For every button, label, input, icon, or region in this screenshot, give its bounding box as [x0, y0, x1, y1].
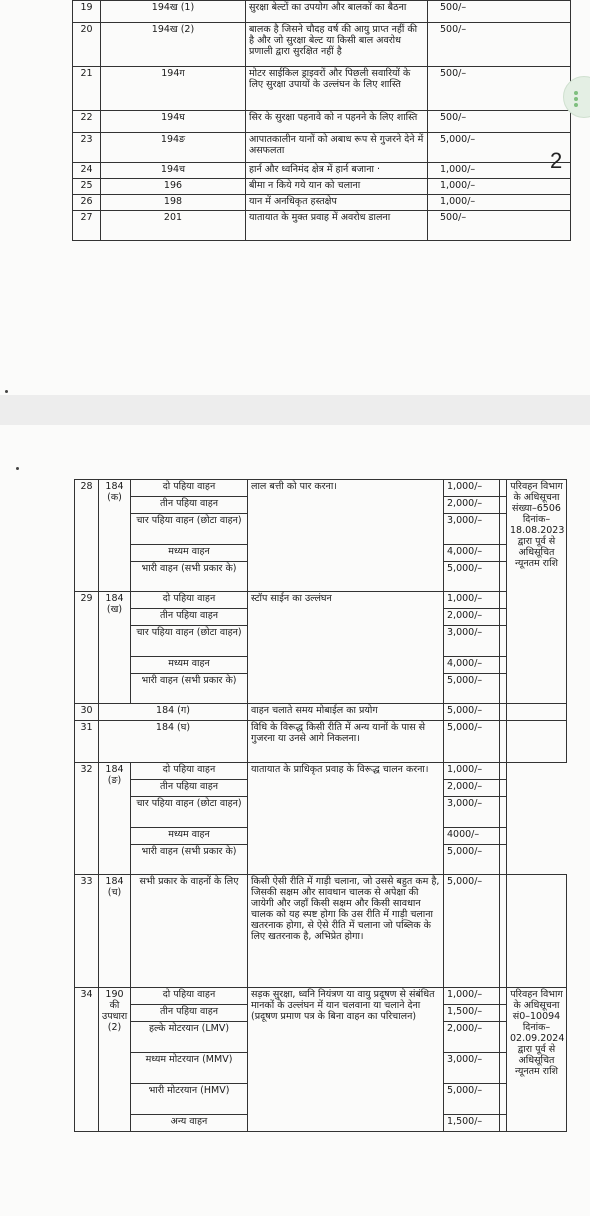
fine-cell: 500/– [428, 1, 571, 23]
blank-cell [500, 609, 507, 626]
dot-icon [574, 91, 578, 95]
fine-cell: 5,000/– [444, 845, 500, 875]
fine-cell: 1,000/– [428, 163, 571, 179]
fine-table-top [72, 0, 571, 241]
vehicle-type-cell: मध्यम मोटरयान (MMV) [131, 1053, 248, 1084]
section-cell: 198 [101, 195, 246, 211]
vehicle-type-cell: सभी प्रकार के वाहनों के लिए [131, 875, 248, 988]
section-cell: 194ग [101, 67, 246, 111]
table-row [75, 763, 567, 780]
fine-cell: 2,000/– [444, 1022, 500, 1053]
table-row [75, 480, 567, 497]
vehicle-type-cell: चार पहिया वाहन (छोटा वाहन) [131, 514, 248, 545]
table-row [73, 195, 571, 211]
table-row [73, 179, 571, 195]
serial-number: 26 [73, 195, 101, 211]
serial-number: 28 [75, 480, 99, 592]
fine-cell: 2,000/– [444, 497, 500, 514]
vehicle-type-cell: हल्के मोटरयान (LMV) [131, 1022, 248, 1053]
offence-cell: किसी ऐसी रीति में गाड़ी चलाना, जो उससे बहुत कम है, जिसकी सक्षम और सावधान चालक से अपेक्षा की जायेगी और जहाँ किसी सक्षम और किसी सावधान चालक को यह स्पष्ट होगा कि उस रीति में गाड़ी चलाना खतरनाक होगा, से ऐसे रीति में चलाना जो पब्लिक के लिए खतरनाक है, अभिप्रेत होगा। [248, 875, 444, 988]
section-cell: 194ख (1) [101, 1, 246, 23]
table-row [73, 111, 571, 133]
fine-cell: 4,000/– [444, 657, 500, 674]
blank-cell [500, 1084, 507, 1115]
page-top [0, 0, 590, 395]
offence-cell: सड़क सुरक्षा, ध्वनि नियंत्रण या वायु प्रदूषण से संबंधित मानकों के उल्लंघन में यान चलवाना या चलाने देना (प्रदूषण प्रमाण पत्र के बिना वाहन का परिचालन) [248, 988, 444, 1132]
vehicle-type-cell: भारी वाहन (सभी प्रकार के) [131, 845, 248, 875]
vehicle-type-cell: तीन पहिया वाहन [131, 780, 248, 797]
fine-cell: 2,000/– [444, 780, 500, 797]
table-row [73, 23, 571, 67]
fine-cell: 3,000/– [444, 797, 500, 828]
vehicle-type-cell: चार पहिया वाहन (छोटा वाहन) [131, 797, 248, 828]
blank-cell [500, 545, 507, 562]
vehicle-type-cell: मध्यम वाहन [131, 828, 248, 845]
fine-cell: 500/– [428, 67, 571, 111]
blank-cell [507, 704, 567, 721]
vehicle-type-cell: दो पहिया वाहन [131, 592, 248, 609]
table-row [73, 1, 571, 23]
vehicle-type-cell: तीन पहिया वाहन [131, 497, 248, 514]
serial-number: 24 [73, 163, 101, 179]
table-row [73, 211, 571, 241]
serial-number: 21 [73, 67, 101, 111]
table-row [73, 163, 571, 179]
blank-cell [500, 1053, 507, 1084]
section-cell: 194ख (2) [101, 23, 246, 67]
blank-cell [500, 480, 507, 497]
offence-cell: लाल बत्ती को पार करना। [248, 480, 444, 592]
table-row [73, 67, 571, 111]
vehicle-type-cell: दो पहिया वाहन [131, 763, 248, 780]
section-cell: 196 [101, 179, 246, 195]
fine-table-bottom [74, 479, 567, 1132]
remark-cell: परिवहन विभाग के अधिसूचना संख्या–6506 दिनांक– 18.08.2023 द्वारा पूर्व से अधिसूचित न्यूनतम राशि [507, 480, 567, 704]
fine-cell: 1,500/– [444, 1115, 500, 1132]
table-row [73, 133, 571, 163]
page-gap [0, 395, 590, 425]
offence-cell: यातायात के प्राधिकृत प्रवाह के विरूद्ध चालन करना। [248, 763, 444, 875]
fine-cell: 1,000/– [428, 195, 571, 211]
vehicle-type-cell: तीन पहिया वाहन [131, 1005, 248, 1022]
serial-number: 33 [75, 875, 99, 988]
fine-cell: 5,000/– [444, 1084, 500, 1115]
offence-cell: बीमा न किये गये यान को चलाना [246, 179, 428, 195]
vehicle-type-cell: दो पहिया वाहन [131, 988, 248, 1005]
fine-cell: 3,000/– [444, 1053, 500, 1084]
fine-cell: 5,000/– [444, 875, 500, 988]
offence-cell: स्टॉप साईन का उल्लंघन [248, 592, 444, 704]
dot-icon [574, 103, 578, 107]
offence-cell: यान में अनधिकृत हस्तक्षेप [246, 195, 428, 211]
page-number: 2 [550, 148, 563, 173]
offence-cell: आपातकालीन यानों को अबाध रूप से गुजरने देने में असफलता [246, 133, 428, 163]
serial-number: 23 [73, 133, 101, 163]
vehicle-type-cell: तीन पहिया वाहन [131, 609, 248, 626]
fine-cell: 1,500/– [444, 1005, 500, 1022]
fine-cell: 2,000/– [444, 609, 500, 626]
blank-cell [500, 514, 507, 545]
serial-number: 25 [73, 179, 101, 195]
blank-cell [500, 797, 507, 828]
vehicle-type-cell: चार पहिया वाहन (छोटा वाहन) [131, 626, 248, 657]
section-cell: 184 (च) [99, 875, 131, 988]
offence-cell: सुरक्षा बेल्टों का उपयोग और बालकों का बैठना [246, 1, 428, 23]
vehicle-type-cell: मध्यम वाहन [131, 545, 248, 562]
fine-cell: 500/– [428, 23, 571, 67]
blank-cell [500, 828, 507, 845]
blank-cell [500, 780, 507, 797]
section-cell: 194ङ [101, 133, 246, 163]
offence-cell: बालक है जिसने चौदह वर्ष की आयु प्राप्त नहीं की है और जो सुरक्षा बेल्ट या किसी बाल अवरोध प्रणाली द्वारा सुरक्षित नहीं है [246, 23, 428, 67]
table-row [75, 704, 567, 721]
fine-cell: 5,000/– [428, 133, 571, 163]
serial-number: 30 [75, 704, 99, 721]
fine-cell: 5,000/– [444, 674, 500, 704]
scan-speck [16, 467, 19, 470]
offence-cell: सिर के सुरक्षा पहनावे को न पहनने के लिए शास्ति [246, 111, 428, 133]
section-cell: 184 (ङ) [99, 763, 131, 875]
fine-cell: 4,000/– [444, 545, 500, 562]
serial-number: 19 [73, 1, 101, 23]
offence-cell: विधि के विरूद्ध किसी रीति में अन्य यानों के पास से गुजरना या उनसे आगे निकलना। [248, 721, 444, 763]
fine-cell: 3,000/– [444, 626, 500, 657]
vehicle-type-cell: मध्यम वाहन [131, 657, 248, 674]
fine-cell: 500/– [428, 211, 571, 241]
vehicle-type-cell: अन्य वाहन [131, 1115, 248, 1132]
blank-cell [507, 875, 567, 988]
fine-cell: 1,000/– [428, 179, 571, 195]
fine-cell: 1,000/– [444, 988, 500, 1005]
blank-cell [500, 497, 507, 514]
section-cell: 184 (ख) [99, 592, 131, 704]
offence-cell: हार्न और ध्वनिमंद क्षेत्र में हार्न बजाना · [246, 163, 428, 179]
vehicle-type-cell: भारी वाहन (सभी प्रकार के) [131, 562, 248, 592]
fine-cell: 1,000/– [444, 480, 500, 497]
offence-cell: यातायात के मुक्त प्रवाह में अवरोध डालना [246, 211, 428, 241]
blank-cell [500, 674, 507, 704]
dot-icon [574, 97, 578, 101]
section-cell: 190 की उपधारा (2) [99, 988, 131, 1132]
scan-speck [5, 390, 8, 393]
table-row [75, 875, 567, 988]
blank-cell [500, 626, 507, 657]
offence-cell: मोटर साईकिल ड्राइवरों और पिछली सवारियों के लिए सुरक्षा उपायों के उल्लंघन के लिए शास्ति [246, 67, 428, 111]
table-row [75, 988, 567, 1005]
serial-number: 22 [73, 111, 101, 133]
serial-number: 34 [75, 988, 99, 1132]
fine-cell: 1,000/– [444, 592, 500, 609]
section-cell: 184 (ग) [99, 704, 248, 721]
blank-cell [507, 721, 567, 763]
blank-cell [500, 1115, 507, 1132]
blank-cell [500, 657, 507, 674]
section-cell: 184 (क) [99, 480, 131, 592]
blank-cell [500, 721, 507, 763]
serial-number: 20 [73, 23, 101, 67]
section-cell: 184 (घ) [99, 721, 248, 763]
fine-cell: 500/– [428, 111, 571, 133]
fine-cell: 5,000/– [444, 704, 500, 721]
table-row [75, 592, 567, 609]
fine-cell: 4000/– [444, 828, 500, 845]
remark-cell: परिवहन विभाग के अधिसूचना सं0–10094 दिनांक– 02.09.2024 द्वारा पूर्व से अधिसूचित न्यूनतम राशि [507, 988, 567, 1132]
serial-number: 27 [73, 211, 101, 241]
serial-number: 31 [75, 721, 99, 763]
vehicle-type-cell: दो पहिया वाहन [131, 480, 248, 497]
section-cell: 194घ [101, 111, 246, 133]
vehicle-type-cell: भारी वाहन (सभी प्रकार के) [131, 674, 248, 704]
vehicle-type-cell: भारी मोटरयान (HMV) [131, 1084, 248, 1115]
blank-cell [500, 845, 507, 875]
fine-cell: 3,000/– [444, 514, 500, 545]
blank-cell [500, 704, 507, 721]
serial-number: 32 [75, 763, 99, 875]
blank-cell [500, 1022, 507, 1053]
blank-cell [500, 988, 507, 1005]
offence-cell: वाहन चलाते समय मोबाईल का प्रयोग [248, 704, 444, 721]
fine-cell: 5,000/– [444, 562, 500, 592]
table-row [75, 721, 567, 763]
fine-cell: 1,000/– [444, 763, 500, 780]
section-cell: 194च [101, 163, 246, 179]
serial-number: 29 [75, 592, 99, 704]
blank-cell [500, 875, 507, 988]
blank-cell [500, 1005, 507, 1022]
blank-cell [500, 763, 507, 780]
blank-cell [500, 592, 507, 609]
fine-cell: 5,000/– [444, 721, 500, 763]
blank-cell [500, 562, 507, 592]
section-cell: 201 [101, 211, 246, 241]
